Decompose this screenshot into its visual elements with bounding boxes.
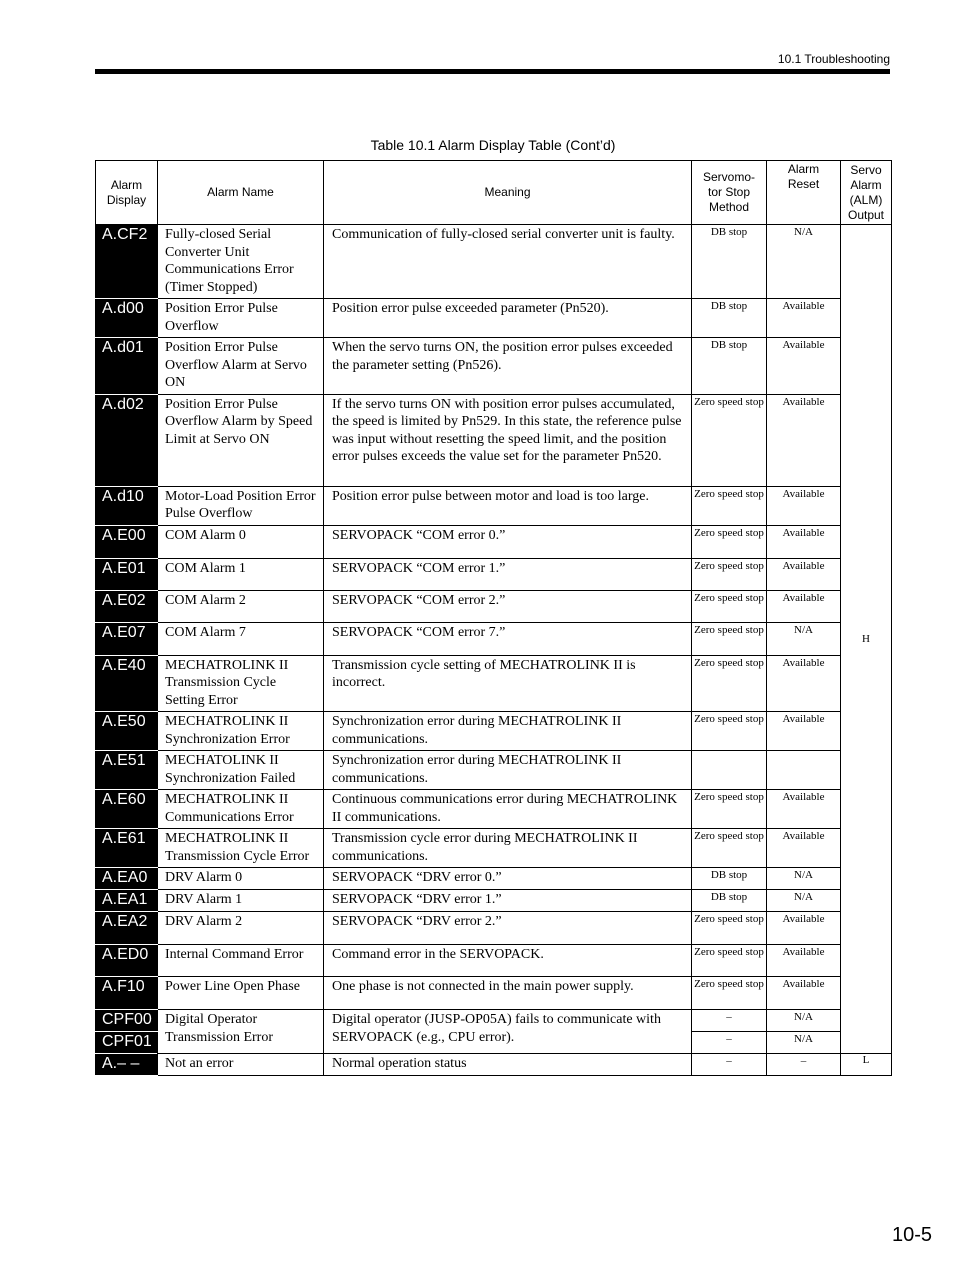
alarm-reset: N/A [767,1010,841,1032]
alarm-name: COM Alarm 1 [158,558,324,590]
table-row [96,1054,892,1076]
alarm-code: A.EA2 [96,912,158,945]
alarm-reset [767,751,841,790]
stop-method: – [692,1010,767,1032]
stop-method: Zero speed stop [692,558,767,590]
table-row [96,945,892,977]
alarm-code: A.E02 [96,590,158,622]
alarm-meaning: Transmission cycle setting of MECHATROLINK II is incorrect. [324,655,692,712]
table-row [96,622,892,655]
stop-method: Zero speed stop [692,790,767,829]
alarm-name: COM Alarm 7 [158,622,324,655]
alarm-reset: N/A [767,225,841,299]
stop-method: Zero speed stop [692,912,767,945]
alarm-code: A.EA1 [96,890,158,912]
alarm-meaning: Synchronization error during MECHATROLINK II communications. [324,712,692,751]
stop-method: Zero speed stop [692,394,767,486]
col-header-display: Alarm Display [96,161,158,225]
alarm-reset: Available [767,558,841,590]
alarm-reset: N/A [767,622,841,655]
alarm-code: A.E01 [96,558,158,590]
table-row [96,751,892,790]
alarm-meaning: SERVOPACK “DRV error 0.” [324,868,692,890]
alarm-reset: Available [767,338,841,395]
stop-method: DB stop [692,890,767,912]
alarm-meaning: Command error in the SERVOPACK. [324,945,692,977]
alarm-name: MECHATROLINK II Communications Error [158,790,324,829]
alarm-meaning: One phase is not connected in the main power supply. [324,977,692,1010]
alarm-display-table [95,160,892,1076]
running-header: 10.1 Troubleshooting [777,52,890,66]
alarm-code: A.E51 [96,751,158,790]
stop-method: Zero speed stop [692,622,767,655]
alarm-reset: – [767,1054,841,1076]
alarm-name: Fully-closed Serial Converter Unit Communications Error (Timer Stopped) [158,225,324,299]
alarm-meaning: Normal operation status [324,1054,692,1076]
table-row [96,977,892,1010]
table-row [96,394,892,486]
alarm-meaning: Synchronization error during MECHATROLINK II communications. [324,751,692,790]
table-row [96,712,892,751]
alarm-reset: N/A [767,890,841,912]
col-header-name: Alarm Name [158,161,324,225]
col-header-stop: Servomo- tor Stop Method [692,161,767,225]
stop-method [692,751,767,790]
alarm-name: MECHATROLINK II Transmission Cycle Error [158,829,324,868]
header-rule [95,69,890,74]
alm-output-h: H [841,225,892,1054]
alarm-reset: Available [767,829,841,868]
alarm-meaning: SERVOPACK “COM error 0.” [324,525,692,558]
alarm-reset: Available [767,912,841,945]
alarm-code: A.ED0 [96,945,158,977]
alarm-reset: Available [767,977,841,1010]
col-header-alm: Servo Alarm (ALM) Output [841,161,892,225]
table-row [96,829,892,868]
alarm-code: A.E00 [96,525,158,558]
alarm-meaning: Transmission cycle error during MECHATROLINK II communications. [324,829,692,868]
alarm-meaning: Communication of fully-closed serial converter unit is faulty. [324,225,692,299]
table-row [96,1010,892,1032]
alarm-code: A.d10 [96,486,158,525]
alarm-name: DRV Alarm 0 [158,868,324,890]
alarm-name: Position Error Pulse Overflow Alarm at Servo ON [158,338,324,395]
alarm-meaning: SERVOPACK “COM error 1.” [324,558,692,590]
alarm-name: Power Line Open Phase [158,977,324,1010]
stop-method: Zero speed stop [692,712,767,751]
alarm-reset: N/A [767,868,841,890]
alarm-name: Not an error [158,1054,324,1076]
alarm-reset: Available [767,394,841,486]
alarm-code: A.– – [96,1054,158,1076]
alarm-name: MECHATOLINK II Synchronization Failed [158,751,324,790]
table-row [96,225,892,299]
stop-method: Zero speed stop [692,590,767,622]
alarm-name: DRV Alarm 1 [158,890,324,912]
table-row [96,890,892,912]
table-row [96,790,892,829]
table-row [96,590,892,622]
alarm-name: DRV Alarm 2 [158,912,324,945]
alarm-code: A.E07 [96,622,158,655]
alarm-code: A.EA0 [96,868,158,890]
stop-method: DB stop [692,225,767,299]
stop-method: Zero speed stop [692,655,767,712]
page-number: 10-5 [891,1224,932,1246]
alarm-reset: Available [767,790,841,829]
stop-method: DB stop [692,338,767,395]
col-header-meaning: Meaning [324,161,692,225]
alarm-meaning: SERVOPACK “COM error 2.” [324,590,692,622]
table-header-row [96,161,892,225]
alarm-meaning: SERVOPACK “COM error 7.” [324,622,692,655]
alarm-reset: Available [767,486,841,525]
alarm-code: A.E40 [96,655,158,712]
alarm-name: Position Error Pulse Overflow [158,299,324,338]
stop-method: – [692,1054,767,1076]
alarm-reset: Available [767,590,841,622]
alarm-reset: Available [767,525,841,558]
alarm-code: A.CF2 [96,225,158,299]
stop-method: Zero speed stop [692,829,767,868]
stop-method: Zero speed stop [692,525,767,558]
col-header-reset: Alarm Reset [767,161,841,225]
alarm-meaning: SERVOPACK “DRV error 2.” [324,912,692,945]
alarm-name: COM Alarm 0 [158,525,324,558]
alarm-name: Motor-Load Position Error Pulse Overflow [158,486,324,525]
alarm-name: Position Error Pulse Overflow Alarm by Speed Limit at Servo ON [158,394,324,486]
alarm-meaning: When the servo turns ON, the position error pulses exceeded the parameter setting (Pn526). [324,338,692,395]
alarm-name: COM Alarm 2 [158,590,324,622]
table-row [96,525,892,558]
stop-method: Zero speed stop [692,945,767,977]
alarm-code: A.d00 [96,299,158,338]
alarm-code: CPF00 [96,1010,158,1032]
alarm-name: MECHATROLINK II Transmission Cycle Setting Error [158,655,324,712]
alarm-code: CPF01 [96,1032,158,1054]
alarm-meaning: Position error pulse exceeded parameter (Pn520). [324,299,692,338]
stop-method: DB stop [692,868,767,890]
alarm-meaning: SERVOPACK “DRV error 1.” [324,890,692,912]
alarm-code: A.d01 [96,338,158,395]
alarm-code: A.E50 [96,712,158,751]
alarm-meaning: Continuous communications error during MECHATROLINK II communications. [324,790,692,829]
alarm-code: A.E61 [96,829,158,868]
table-row [96,868,892,890]
table-row [96,486,892,525]
stop-method: Zero speed stop [692,977,767,1010]
alarm-code: A.F10 [96,977,158,1010]
table-row [96,299,892,338]
alarm-name: Digital Operator Transmission Error [158,1010,324,1054]
table-row [96,912,892,945]
alarm-reset: N/A [767,1032,841,1054]
alarm-reset: Available [767,655,841,712]
alarm-code: A.E60 [96,790,158,829]
alarm-meaning: Position error pulse between motor and load is too large. [324,486,692,525]
alarm-name: Internal Command Error [158,945,324,977]
stop-method: DB stop [692,299,767,338]
alm-output-l: L [841,1054,892,1076]
alarm-reset: Available [767,945,841,977]
alarm-name: MECHATROLINK II Synchronization Error [158,712,324,751]
stop-method: – [692,1032,767,1054]
stop-method: Zero speed stop [692,486,767,525]
alarm-code: A.d02 [96,394,158,486]
table-row [96,338,892,395]
table-row [96,655,892,712]
table-caption: Table 10.1 Alarm Display Table (Cont’d) [370,137,616,153]
alarm-reset: Available [767,299,841,338]
alarm-reset: Available [767,712,841,751]
table-row [96,558,892,590]
alarm-meaning: Digital operator (JUSP-OP05A) fails to communicate with SERVOPACK (e.g., CPU error). [324,1010,692,1054]
alarm-meaning: If the servo turns ON with position error pulses accumulated, the speed is limited by Pn529. In this state, the reference pulse was input without resetting the speed limit, and the position error pulses exceeds the value set for the parameter Pn520. [324,394,692,486]
